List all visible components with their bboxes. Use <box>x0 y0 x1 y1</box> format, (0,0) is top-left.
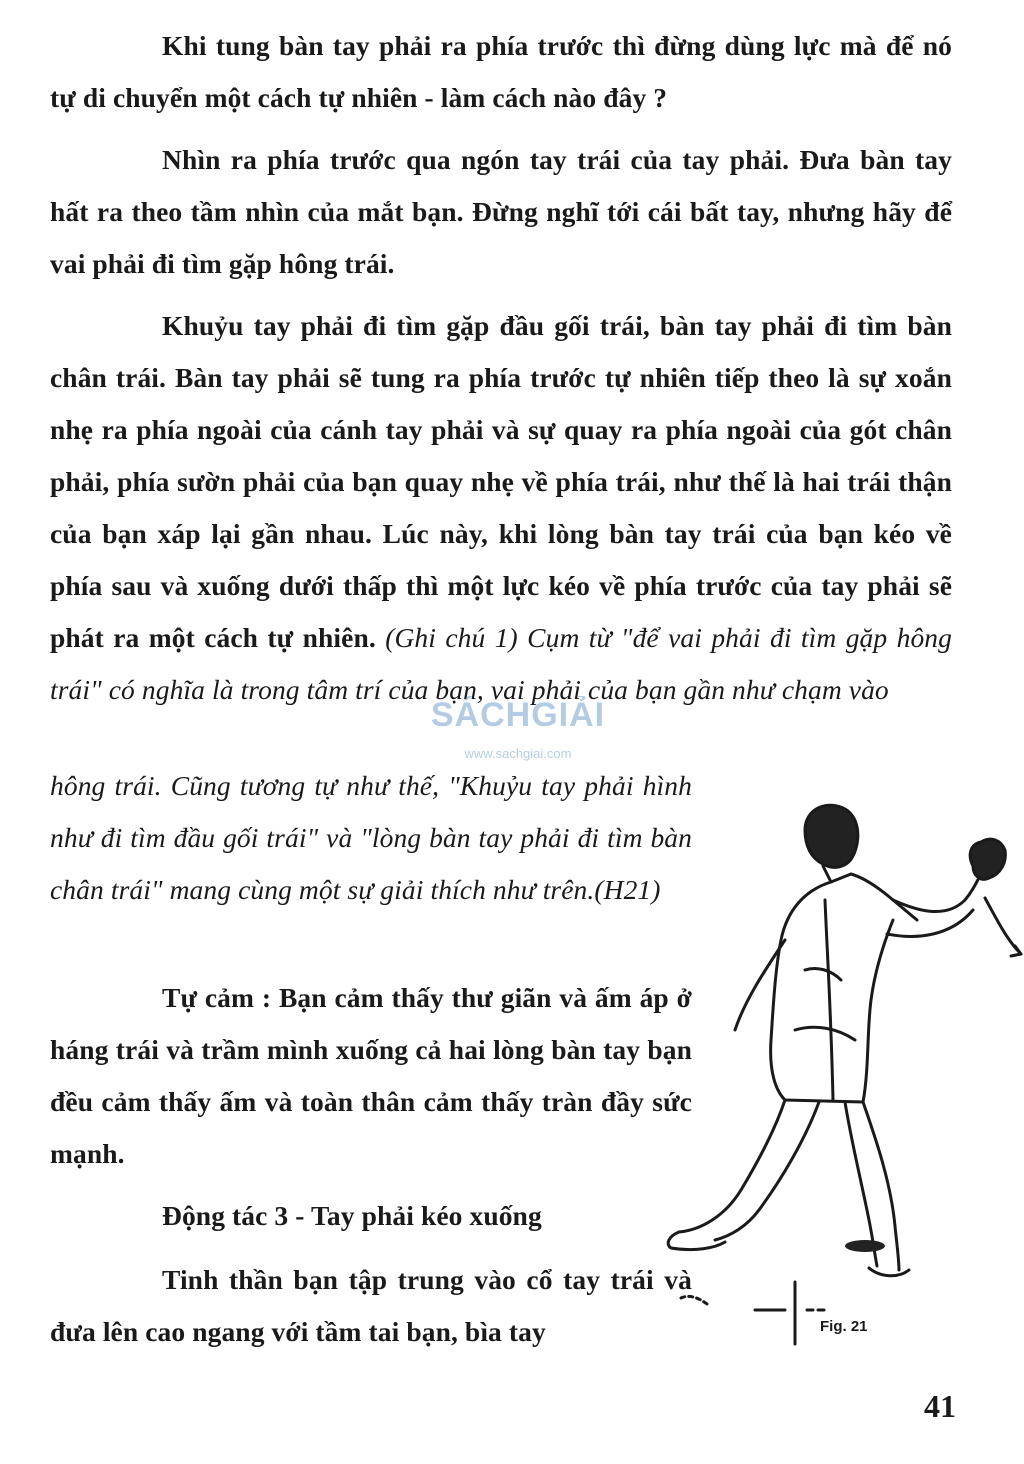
paragraph-2: Nhìn ra phía trước qua ngón tay trái của tay phải. Đưa bàn tay hất ra theo tầm nhìn của mắt bạn. Đừng nghĩ tới cái bất tay, nhưng hãy để vai phải đi tìm gặp hông trái. <box>50 144 952 279</box>
paragraph-3 <box>50 300 952 716</box>
watermark-text: SÁCHGIẢI <box>430 696 606 734</box>
paragraph-3-main: Khuỷu tay phải đi tìm gặp đầu gối trái, bàn tay phải đi tìm bàn chân trái. Bàn tay phải sẽ tung ra phía trước tự nhiên tiếp theo là sự xoắn nhẹ ra phía ngoài của cánh tay phải và sự quay ra phía ngoài của gót chân phải, phía sườn phải của bạn quay nhẹ về phía trái, như thế là hai trái thận của bạn xáp lại gần nhau. Lúc này, khi lòng bàn tay trái của bạn kéo về phía sau và xuống dưới thấp thì một lực kéo về phía trước của tay phải sẽ phát ra một cách tự nhiên. <box>50 310 952 653</box>
tai-chi-figure-illustration <box>655 770 1024 1370</box>
note-1-continued: hông trái. Cũng tương tự như thế, "Khuỷu tay phải hình như đi tìm đầu gối trái" và "lòng bàn tay phải đi tìm bàn chân trái" mang cùng một sự giải thích như trên.(H21) <box>50 770 692 905</box>
watermark-url: www.sachgiai.com <box>464 746 572 761</box>
section-heading <box>50 1190 692 1242</box>
heading-movement-title: - Tay phải kéo xuống <box>288 1200 542 1231</box>
note-1-text: (Ghi chú 1) Cụm từ "để vai phải đi tìm gặp hông trái" có nghĩa là trong tâm trí của bạn, vai phải của bạn gần như chạm vào <box>50 622 952 705</box>
paragraph-1: Khi tung bàn tay phải ra phía trước thì đừng dùng lực mà để nó tự di chuyển một cách tự nhiên - làm cách nào đây ? <box>50 30 952 113</box>
paragraph-5: Tinh thần bạn tập trung vào cổ tay trái và đưa lên cao ngang với tầm tai bạn, bìa tay <box>50 1264 692 1347</box>
heading-movement-number: Động tác 3 <box>162 1200 289 1231</box>
figure-label: Fig. 21 <box>820 1318 868 1335</box>
page-number: 41 <box>924 1388 956 1424</box>
paragraph-self-feeling: Tự cảm : Bạn cảm thấy thư giãn và ấm áp ở háng trái và trầm mình xuống cả hai lòng bàn tay bạn đều cảm thấy ấm và toàn thân cảm thấy tràn đầy sức mạnh. <box>50 982 692 1169</box>
